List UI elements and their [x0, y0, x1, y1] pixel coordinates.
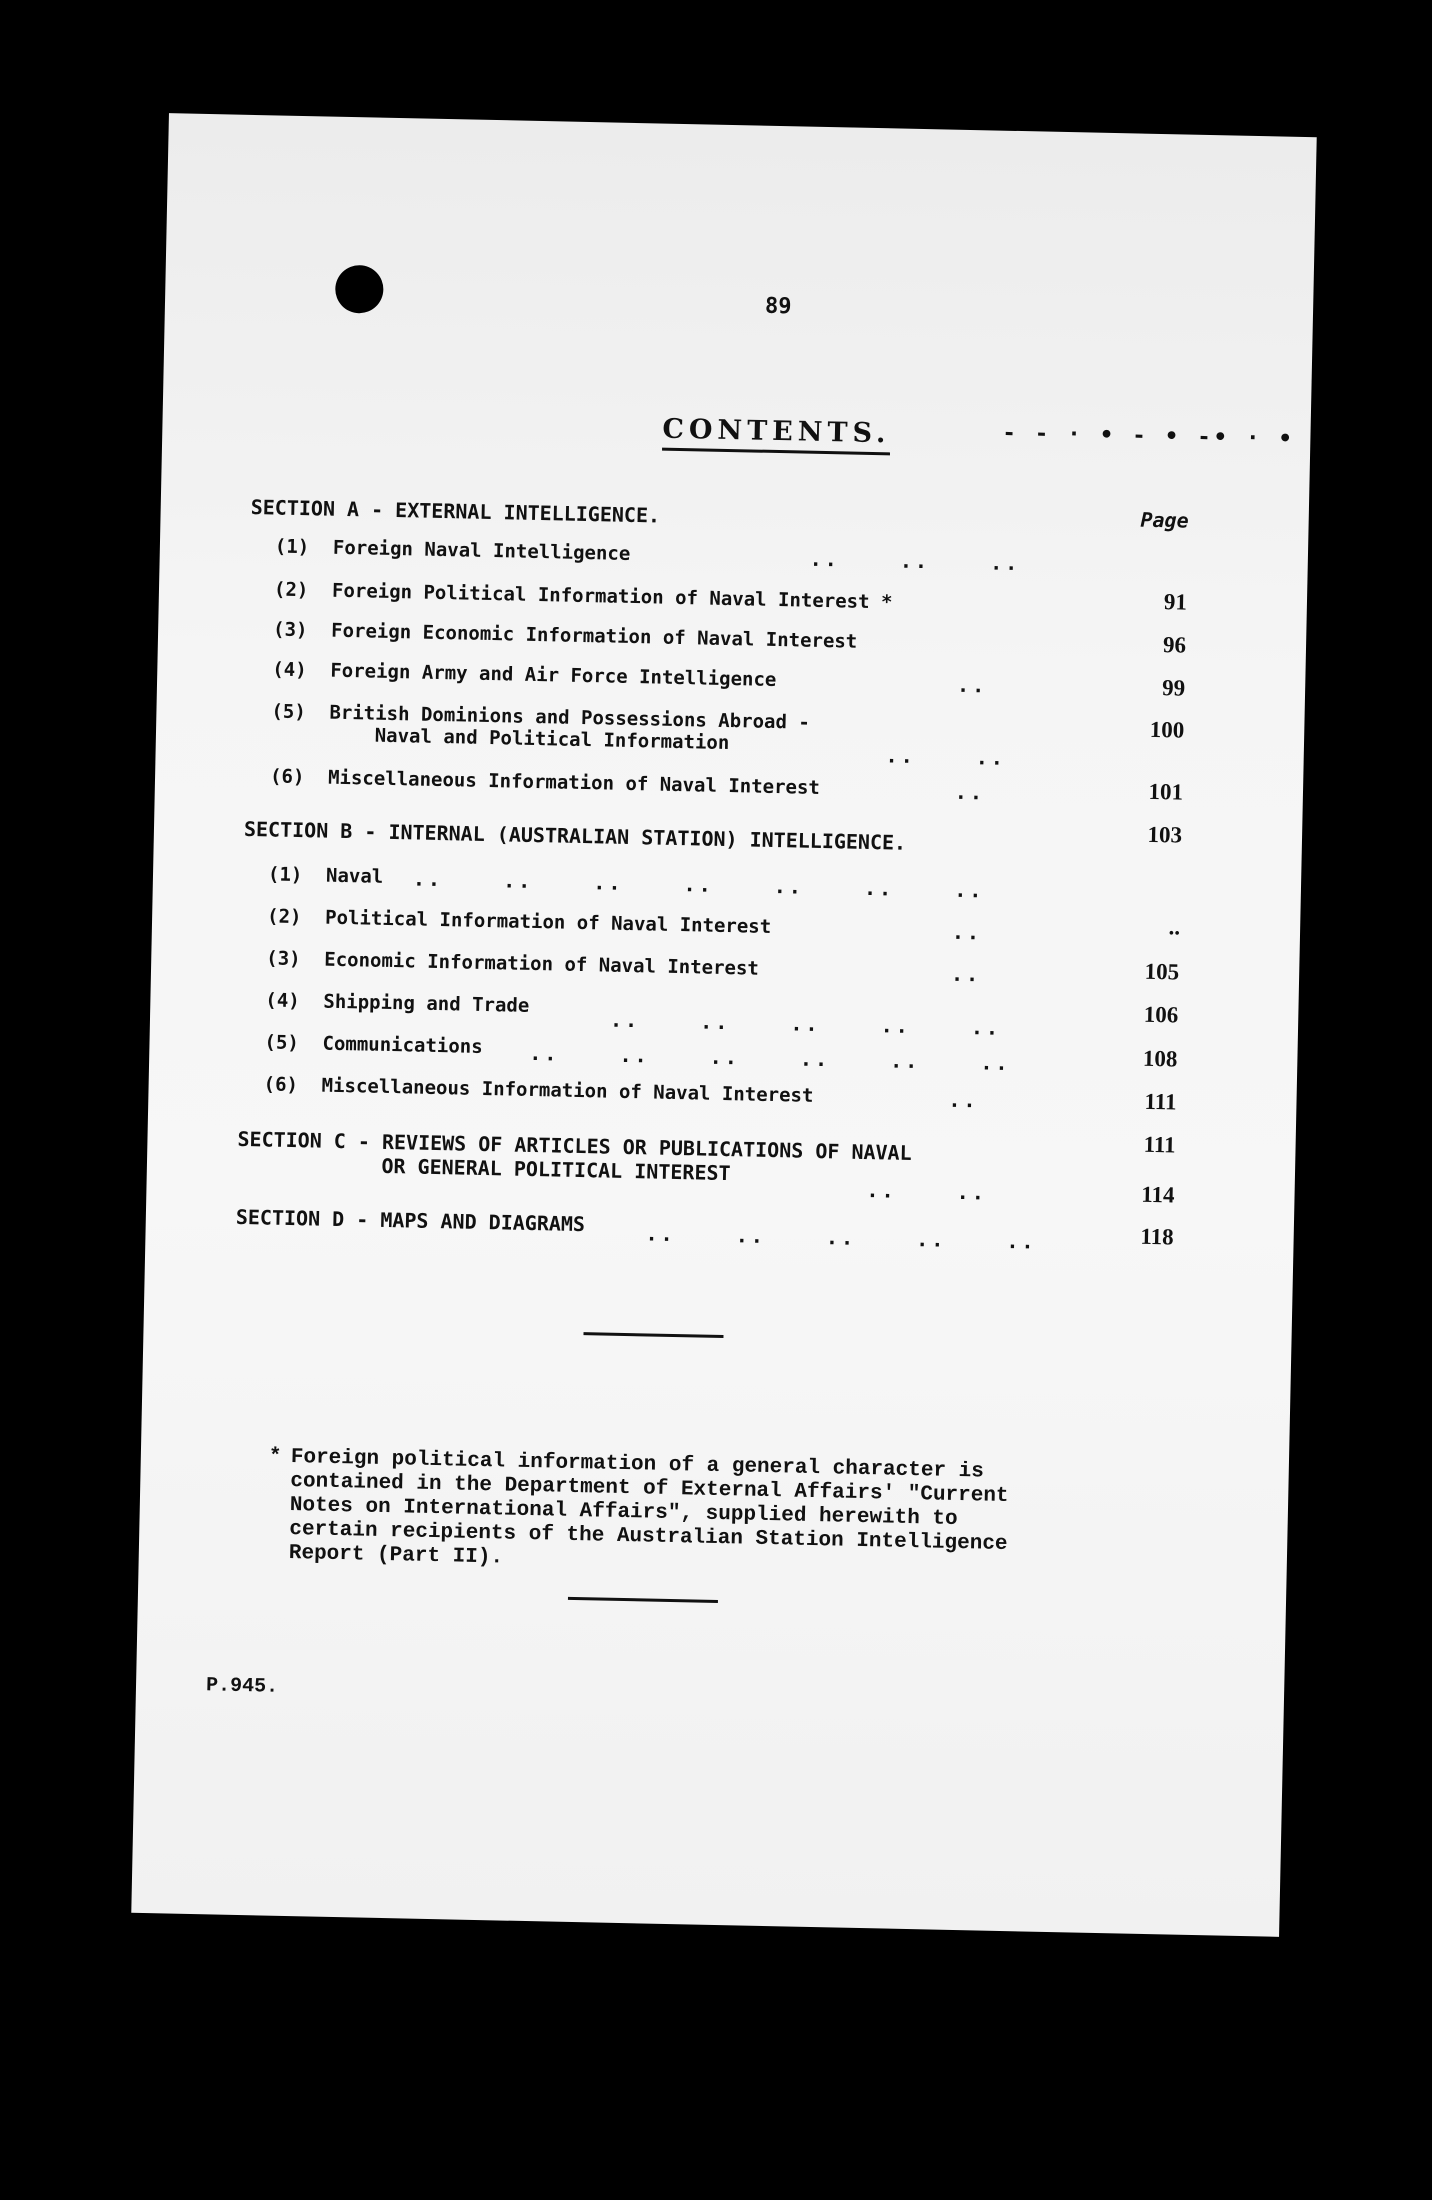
section-b-heading: SECTION B - INTERNAL (AUSTRALIAN STATION) INTELLIGENCE.	[243, 816, 907, 855]
leader-dots: ..	[951, 919, 983, 945]
item-page: 103	[1147, 821, 1183, 848]
item-number: (1)	[267, 863, 303, 887]
toc-item	[265, 989, 529, 1017]
section-d-heading: SECTION D - MAPS AND DIAGRAMS	[235, 1204, 586, 1237]
item-page: 96	[1162, 632, 1187, 658]
page-number: 89	[764, 293, 792, 320]
item-page: 108	[1142, 1045, 1178, 1072]
item-number: (5)	[264, 1031, 300, 1055]
item-page: ..	[1168, 914, 1181, 940]
item-text: Miscellaneous Information of Naval Interest	[321, 1074, 814, 1107]
leader-dots: ..	[948, 1087, 979, 1113]
page-title: CONTENTS.	[662, 414, 891, 456]
item-page: 114	[1141, 1181, 1175, 1208]
reference-code: P.945.	[205, 1674, 279, 1699]
section-c-heading: SECTION C - REVIEWS OF ARTICLES OR PUBLICATIONS OF NAVAL OR GENERAL POLITICAL INTEREST	[236, 1126, 912, 1186]
item-page: 100	[1149, 716, 1185, 743]
item-page: 111	[1143, 1131, 1176, 1158]
footnote-marker: *	[268, 1445, 282, 1469]
item-number: (3)	[266, 947, 301, 971]
toc-item	[273, 618, 858, 652]
item-page: 118	[1140, 1223, 1174, 1250]
page-column-label: Page	[1140, 507, 1189, 533]
document-page	[131, 113, 1316, 1937]
item-text: Economic Information of Naval Interest	[324, 948, 760, 980]
item-number: (4)	[265, 989, 300, 1013]
item-page: 106	[1143, 1001, 1179, 1028]
leader-dots: .. ..	[866, 1178, 988, 1205]
item-number: (4)	[272, 658, 307, 682]
toc-item	[271, 700, 810, 755]
item-text: Foreign Political Information of Naval Interest *	[331, 579, 893, 614]
leader-dots: .. .. .. .. ..	[645, 1221, 1037, 1254]
toc-item	[274, 578, 893, 613]
divider	[568, 1597, 718, 1603]
leader-dots: .. .. .. .. .. ..	[529, 1040, 1011, 1076]
toc-item	[272, 658, 776, 691]
item-number: (1)	[274, 535, 310, 559]
toc-item	[268, 863, 384, 887]
item-text: Shipping and Trade	[323, 990, 530, 1017]
item-number: (3)	[272, 618, 308, 642]
item-text: Foreign Economic Information of Naval Interest	[330, 619, 858, 653]
footnote-text: Foreign political information of a general character is contained in the Department of External Affairs' "Current Notes on International Affairs", supplied herewith to certain recipients of the Australian Station Intelligence Report (Part II).	[288, 1446, 1009, 1570]
item-text: Naval	[325, 864, 384, 888]
item-number: (2)	[266, 905, 302, 929]
divider	[583, 1332, 723, 1338]
item-text: Foreign Army and Air Force Intelligence	[330, 659, 777, 692]
toc-item	[266, 947, 759, 979]
footnote	[268, 1445, 1051, 1582]
item-text: Miscellaneous Information of Naval Interest	[327, 766, 821, 799]
toc-item	[270, 765, 820, 799]
leader-dots: .. .. ..	[809, 546, 1021, 576]
item-text: Foreign Naval Intelligence	[332, 536, 631, 565]
toc-item	[264, 1031, 483, 1058]
item-page: 101	[1148, 778, 1184, 805]
item-text: Communications	[322, 1032, 483, 1058]
leader-dots: ..	[954, 779, 986, 805]
item-text: British Dominions and Possessions Abroad - Naval and Political Information	[328, 701, 811, 755]
toc-item	[275, 535, 631, 564]
leader-dots: .. .. .. .. ..	[609, 1007, 1002, 1040]
toc-item	[267, 905, 771, 938]
leader-dots: .. .. .. .. .. .. ..	[412, 866, 985, 903]
leader-dots: .. ..	[885, 743, 1007, 770]
leader-dots: ..	[950, 961, 982, 987]
decorative-dashes: - - · • - • -• · •	[1002, 420, 1296, 452]
leader-dots: ..	[956, 672, 988, 698]
item-page: 111	[1144, 1088, 1177, 1115]
item-number: (6)	[263, 1073, 299, 1097]
item-page: 105	[1144, 958, 1180, 985]
punch-hole	[335, 265, 384, 314]
item-page: 99	[1161, 675, 1186, 701]
item-number: (2)	[273, 578, 309, 602]
item-page: 91	[1163, 589, 1188, 615]
item-text: Political Information of Naval Interest	[324, 906, 772, 938]
item-number: (6)	[269, 765, 305, 789]
item-number: (5)	[271, 700, 307, 724]
toc-item	[263, 1073, 813, 1107]
section-a-heading: SECTION A - EXTERNAL INTELLIGENCE.	[250, 494, 661, 528]
